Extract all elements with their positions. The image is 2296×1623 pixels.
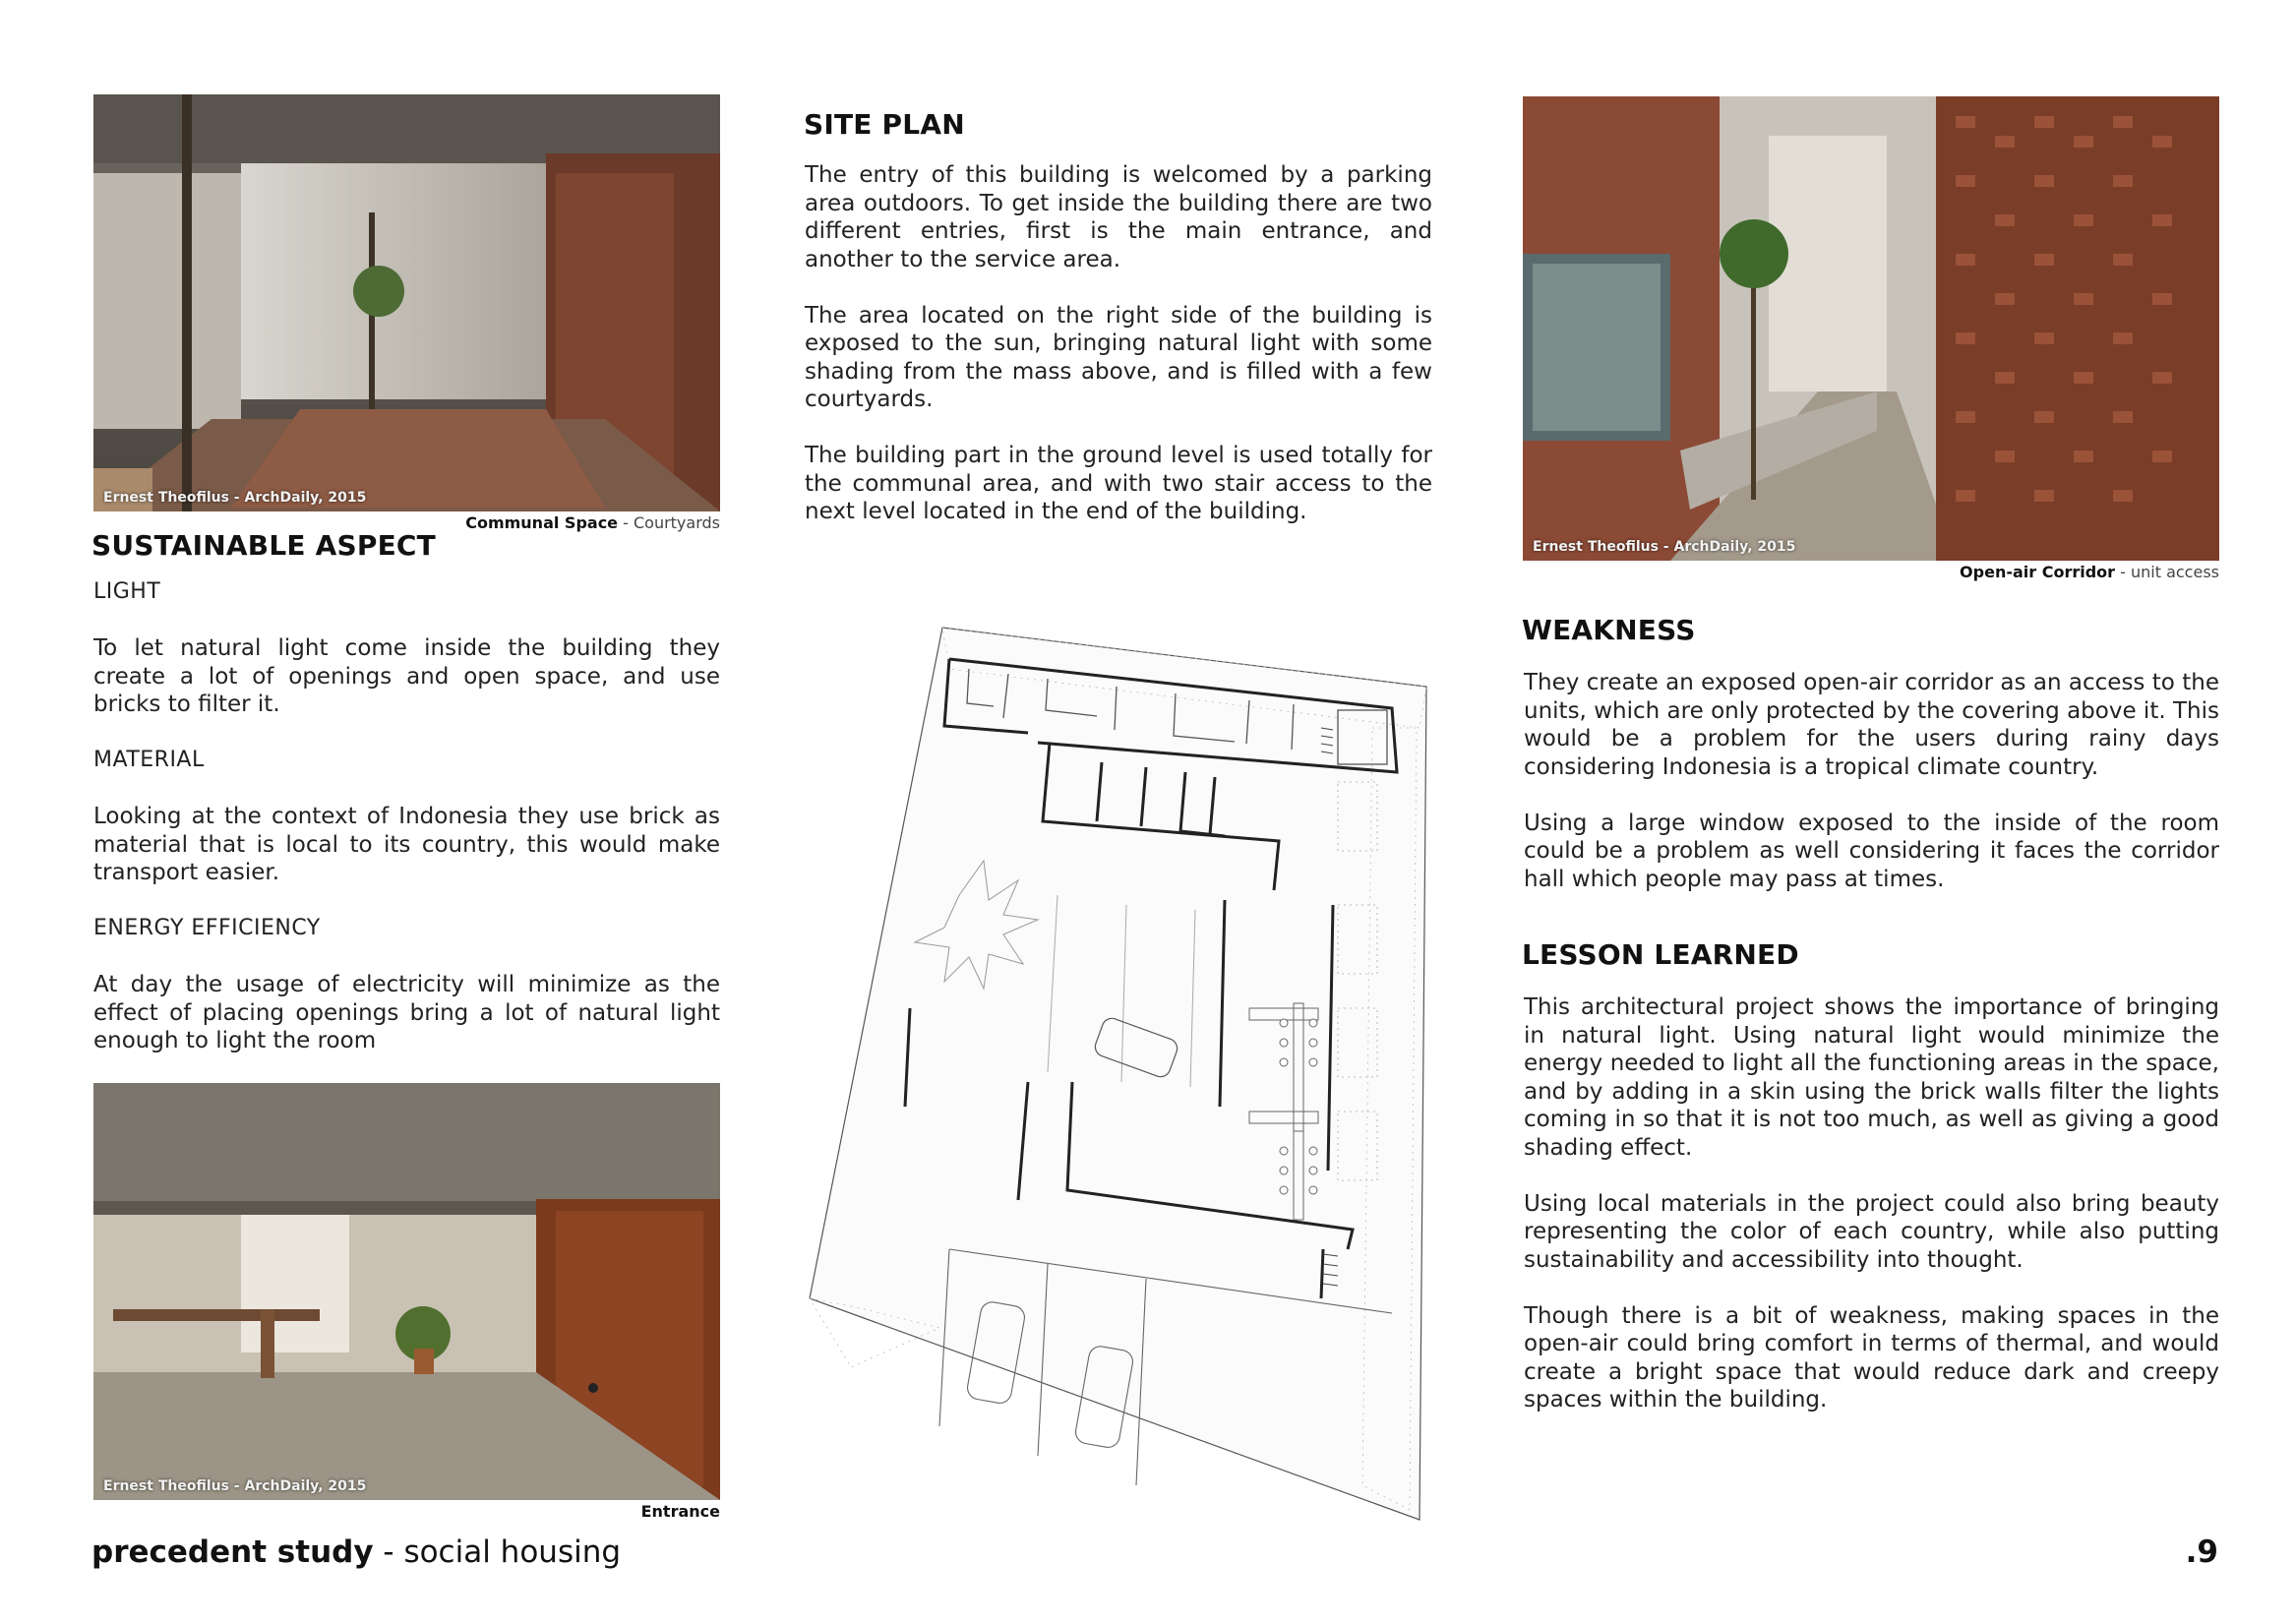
courtyard-photo bbox=[93, 94, 720, 511]
energy-label: ENERGY EFFICIENCY bbox=[93, 916, 321, 940]
caption-bold: Communal Space bbox=[465, 513, 619, 532]
weakness-heading: WEAKNESS bbox=[1522, 614, 1696, 646]
lesson-heading: LESSON LEARNED bbox=[1522, 938, 1799, 971]
weakness-text bbox=[1524, 669, 2219, 922]
lesson-text bbox=[1524, 993, 2219, 1442]
weakness-p1: They create an exposed open-air corridor as an access to the units, which are only protected by the covering above it. This would be a problem for the users during rainy days considering Indonesia is a tropical climate country. bbox=[1524, 670, 2219, 780]
page-number: .9 bbox=[2185, 1534, 2218, 1570]
site-plan-p1: The entry of this building is welcomed by a parking area outdoors. To get inside the building there are two different entries, first is the main entrance, and another to the service area. bbox=[805, 162, 1432, 272]
footer-title-rest: - social housing bbox=[373, 1534, 622, 1570]
site-plan-text bbox=[805, 161, 1432, 554]
photo-credit: Ernest Theofilus - ArchDaily, 2015 bbox=[103, 490, 367, 506]
material-text: Looking at the context of Indonesia they use brick as material that is local to its country, this would make transport easier. bbox=[93, 804, 720, 885]
site-plan-drawing bbox=[802, 620, 1431, 1525]
corridor-photo bbox=[1523, 96, 2219, 561]
caption-bold: Open-air Corridor bbox=[1960, 563, 2116, 581]
sustainable-text bbox=[93, 578, 720, 1083]
material-label: MATERIAL bbox=[93, 748, 205, 772]
corridor-caption bbox=[1826, 563, 2219, 581]
caption-rest: - Courtyards bbox=[618, 513, 720, 532]
site-plan-p3: The building part in the ground level is used totally for the communal area, and with two stair access to the next level located in the end of the building. bbox=[805, 443, 1432, 524]
lesson-p3: Though there is a bit of weakness, making spaces in the open-air could bring comfort in terms of thermal, and would create a bright space that would reduce dark and creepy spaces within the building. bbox=[1524, 1302, 2219, 1413]
lesson-p2: Using local materials in the project could also bring beauty representing the color of each country, while also putting sustainability and accessibility into thought. bbox=[1524, 1190, 2219, 1273]
site-plan-heading: SITE PLAN bbox=[804, 108, 965, 141]
footer-title-bold: precedent study bbox=[91, 1534, 374, 1570]
light-text: To let natural light come inside the building they create a lot of openings and open space, and use bricks to filter it. bbox=[93, 635, 720, 717]
caption-rest: - unit access bbox=[2115, 563, 2219, 581]
site-plan-p2: The area located on the right side of the building is exposed to the sun, bringing natural light with some shading from the mass above, and is filled with a few courtyards. bbox=[805, 302, 1432, 412]
footer-title bbox=[91, 1534, 621, 1570]
energy-text: At day the usage of electricity will minimize as the effect of placing openings bring a lot of natural light enough to light the room bbox=[93, 972, 720, 1053]
weakness-p2: Using a large window exposed to the inside of the room could be a problem as well considering it faces the corridor hall which people may pass at times. bbox=[1524, 810, 2219, 892]
light-label: LIGHT bbox=[93, 579, 161, 604]
photo-credit: Ernest Theofilus - ArchDaily, 2015 bbox=[103, 1478, 367, 1494]
sustainable-heading: SUSTAINABLE ASPECT bbox=[91, 529, 436, 562]
entrance-photo bbox=[93, 1083, 720, 1500]
entrance-caption bbox=[389, 1502, 720, 1521]
caption-bold: Entrance bbox=[640, 1502, 720, 1521]
courtyard-caption bbox=[389, 513, 720, 532]
photo-credit: Ernest Theofilus - ArchDaily, 2015 bbox=[1533, 539, 1796, 555]
lesson-p1: This architectural project shows the importance of bringing in natural light. Using natural light would minimize the energy needed to light all the functioning areas in the space, and by adding in a skin using the brick walls filter the lights coming in so that it is not too much, as well as giving a good shading effect. bbox=[1524, 994, 2219, 1161]
